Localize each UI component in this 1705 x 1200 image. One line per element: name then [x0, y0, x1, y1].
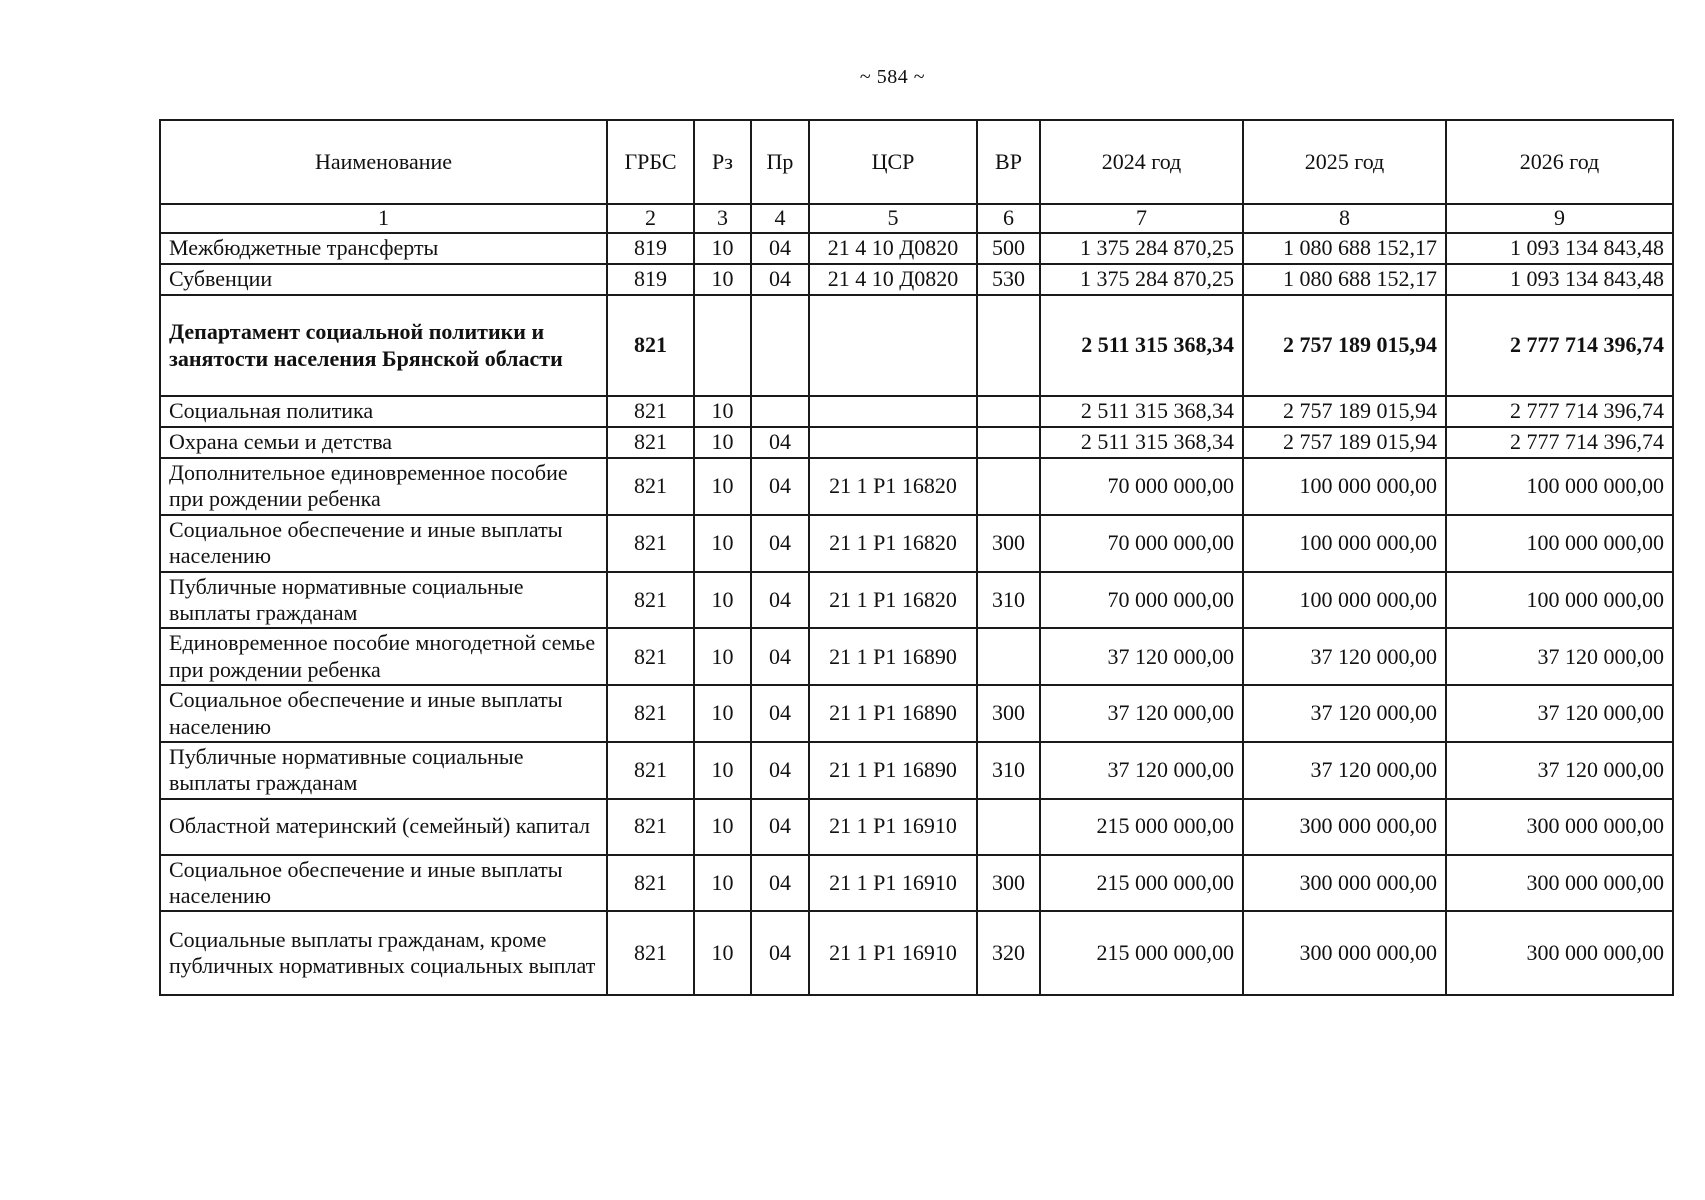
cell-name: Публичные нормативные социальные выплаты гражданам: [160, 572, 607, 629]
table-row: [160, 742, 1673, 799]
cell-name: Социальные выплаты гражданам, кроме публичных нормативных социальных выплат: [160, 911, 607, 995]
cell-2024: 70 000 000,00: [1040, 572, 1243, 629]
cell-vr: [977, 458, 1040, 515]
cell-csr: 21 1 P1 16890: [809, 628, 977, 685]
cell-name: Социальная политика: [160, 396, 607, 427]
cell-vr: 530: [977, 264, 1040, 295]
cell-2025: 1 080 688 152,17: [1243, 264, 1446, 295]
column-number: 8: [1243, 204, 1446, 233]
cell-pr: 04: [751, 458, 809, 515]
cell-name: Социальное обеспечение и иные выплаты населению: [160, 515, 607, 572]
cell-vr: [977, 628, 1040, 685]
cell-grbs: 821: [607, 628, 694, 685]
table-row: [160, 855, 1673, 912]
header-vr: ВР: [977, 120, 1040, 204]
cell-2024: 37 120 000,00: [1040, 742, 1243, 799]
cell-2026: 2 777 714 396,74: [1446, 396, 1673, 427]
header-name: Наименование: [160, 120, 607, 204]
table-row: [160, 685, 1673, 742]
cell-pr: 04: [751, 264, 809, 295]
cell-name: Публичные нормативные социальные выплаты гражданам: [160, 742, 607, 799]
cell-2025: 2 757 189 015,94: [1243, 396, 1446, 427]
cell-pr: 04: [751, 628, 809, 685]
table-row: [160, 911, 1673, 995]
cell-rz: 10: [694, 685, 751, 742]
cell-grbs: 821: [607, 572, 694, 629]
cell-vr: [977, 396, 1040, 427]
cell-csr: 21 1 P1 16890: [809, 685, 977, 742]
cell-name: Социальное обеспечение и иные выплаты населению: [160, 685, 607, 742]
cell-2025: 37 120 000,00: [1243, 685, 1446, 742]
cell-csr: 21 1 P1 16910: [809, 911, 977, 995]
cell-2024: 2 511 315 368,34: [1040, 427, 1243, 458]
column-number: 9: [1446, 204, 1673, 233]
cell-2025: 37 120 000,00: [1243, 628, 1446, 685]
cell-2026: 2 777 714 396,74: [1446, 427, 1673, 458]
cell-2026: 100 000 000,00: [1446, 458, 1673, 515]
cell-grbs: 821: [607, 427, 694, 458]
table-row: [160, 799, 1673, 855]
cell-rz: 10: [694, 628, 751, 685]
cell-csr: 21 1 P1 16910: [809, 855, 977, 912]
header-2025: 2025 год: [1243, 120, 1446, 204]
cell-pr: 04: [751, 233, 809, 264]
cell-2024: 2 511 315 368,34: [1040, 396, 1243, 427]
cell-grbs: 821: [607, 685, 694, 742]
cell-pr: [751, 396, 809, 427]
cell-name: Дополнительное единовременное пособие при рождении ребенка: [160, 458, 607, 515]
cell-name: Охрана семьи и детства: [160, 427, 607, 458]
table-row: [160, 233, 1673, 264]
cell-rz: 10: [694, 233, 751, 264]
cell-name: Департамент социальной политики и занятости населения Брянской области: [160, 295, 607, 396]
cell-2025: 300 000 000,00: [1243, 855, 1446, 912]
cell-2024: 215 000 000,00: [1040, 855, 1243, 912]
cell-rz: 10: [694, 911, 751, 995]
cell-2026: 37 120 000,00: [1446, 742, 1673, 799]
cell-2024: 70 000 000,00: [1040, 515, 1243, 572]
cell-vr: 300: [977, 515, 1040, 572]
cell-2026: 100 000 000,00: [1446, 572, 1673, 629]
header-grbs: ГРБС: [607, 120, 694, 204]
cell-grbs: 819: [607, 233, 694, 264]
cell-2025: 37 120 000,00: [1243, 742, 1446, 799]
cell-rz: 10: [694, 855, 751, 912]
cell-2025: 100 000 000,00: [1243, 572, 1446, 629]
cell-vr: 300: [977, 685, 1040, 742]
cell-2026: 100 000 000,00: [1446, 515, 1673, 572]
cell-vr: 300: [977, 855, 1040, 912]
cell-name: Социальное обеспечение и иные выплаты населению: [160, 855, 607, 912]
cell-2025: 1 080 688 152,17: [1243, 233, 1446, 264]
table-row: [160, 458, 1673, 515]
cell-rz: 10: [694, 458, 751, 515]
cell-grbs: 819: [607, 264, 694, 295]
table-row: [160, 295, 1673, 396]
cell-pr: 04: [751, 742, 809, 799]
cell-2025: 100 000 000,00: [1243, 515, 1446, 572]
cell-csr: 21 1 P1 16910: [809, 799, 977, 855]
column-number: 3: [694, 204, 751, 233]
cell-2026: 37 120 000,00: [1446, 628, 1673, 685]
cell-pr: 04: [751, 427, 809, 458]
cell-2024: 1 375 284 870,25: [1040, 233, 1243, 264]
cell-grbs: 821: [607, 396, 694, 427]
cell-rz: 10: [694, 572, 751, 629]
cell-grbs: 821: [607, 911, 694, 995]
cell-pr: 04: [751, 515, 809, 572]
cell-2025: 300 000 000,00: [1243, 799, 1446, 855]
cell-grbs: 821: [607, 458, 694, 515]
cell-2026: 300 000 000,00: [1446, 799, 1673, 855]
cell-2024: 37 120 000,00: [1040, 628, 1243, 685]
cell-vr: [977, 427, 1040, 458]
cell-2026: 1 093 134 843,48: [1446, 233, 1673, 264]
cell-csr: 21 4 10 Д0820: [809, 233, 977, 264]
cell-name: Субвенции: [160, 264, 607, 295]
cell-2025: 100 000 000,00: [1243, 458, 1446, 515]
cell-csr: [809, 427, 977, 458]
cell-2026: 37 120 000,00: [1446, 685, 1673, 742]
cell-grbs: 821: [607, 855, 694, 912]
header-rz: Рз: [694, 120, 751, 204]
cell-csr: 21 1 P1 16890: [809, 742, 977, 799]
cell-vr: 310: [977, 572, 1040, 629]
header-2026: 2026 год: [1446, 120, 1673, 204]
cell-vr: 310: [977, 742, 1040, 799]
column-number: 2: [607, 204, 694, 233]
budget-table: [159, 119, 1674, 996]
cell-grbs: 821: [607, 295, 694, 396]
cell-rz: [694, 295, 751, 396]
column-number: 6: [977, 204, 1040, 233]
cell-rz: 10: [694, 515, 751, 572]
cell-2024: 70 000 000,00: [1040, 458, 1243, 515]
cell-2026: 300 000 000,00: [1446, 911, 1673, 995]
cell-csr: [809, 396, 977, 427]
cell-vr: [977, 295, 1040, 396]
cell-vr: 500: [977, 233, 1040, 264]
cell-2026: 2 777 714 396,74: [1446, 295, 1673, 396]
cell-csr: 21 1 P1 16820: [809, 458, 977, 515]
cell-csr: [809, 295, 977, 396]
cell-rz: 10: [694, 264, 751, 295]
cell-2024: 2 511 315 368,34: [1040, 295, 1243, 396]
header-pr: Пр: [751, 120, 809, 204]
table-row: [160, 572, 1673, 629]
cell-name: Межбюджетные трансферты: [160, 233, 607, 264]
cell-2026: 300 000 000,00: [1446, 855, 1673, 912]
cell-vr: [977, 799, 1040, 855]
cell-rz: 10: [694, 799, 751, 855]
cell-2024: 215 000 000,00: [1040, 799, 1243, 855]
table-row: [160, 628, 1673, 685]
cell-rz: 10: [694, 396, 751, 427]
page-number: ~ 584 ~: [859, 66, 926, 88]
cell-pr: 04: [751, 685, 809, 742]
header-csr: ЦСР: [809, 120, 977, 204]
column-number: 5: [809, 204, 977, 233]
cell-2024: 215 000 000,00: [1040, 911, 1243, 995]
table-row: [160, 396, 1673, 427]
column-number: 1: [160, 204, 607, 233]
cell-2025: 2 757 189 015,94: [1243, 295, 1446, 396]
cell-grbs: 821: [607, 742, 694, 799]
table-row: [160, 427, 1673, 458]
column-number-row: [160, 204, 1673, 233]
cell-csr: 21 1 P1 16820: [809, 572, 977, 629]
cell-rz: 10: [694, 742, 751, 799]
cell-2024: 1 375 284 870,25: [1040, 264, 1243, 295]
cell-name: Единовременное пособие многодетной семье при рождении ребенка: [160, 628, 607, 685]
cell-name: Областной материнский (семейный) капитал: [160, 799, 607, 855]
cell-2025: 300 000 000,00: [1243, 911, 1446, 995]
cell-csr: 21 4 10 Д0820: [809, 264, 977, 295]
cell-grbs: 821: [607, 515, 694, 572]
column-number: 7: [1040, 204, 1243, 233]
cell-csr: 21 1 P1 16820: [809, 515, 977, 572]
header-row: [160, 120, 1673, 204]
cell-pr: 04: [751, 572, 809, 629]
cell-pr: 04: [751, 855, 809, 912]
cell-vr: 320: [977, 911, 1040, 995]
cell-rz: 10: [694, 427, 751, 458]
cell-2026: 1 093 134 843,48: [1446, 264, 1673, 295]
header-2024: 2024 год: [1040, 120, 1243, 204]
cell-grbs: 821: [607, 799, 694, 855]
table-row: [160, 515, 1673, 572]
cell-pr: [751, 295, 809, 396]
cell-pr: 04: [751, 911, 809, 995]
cell-2024: 37 120 000,00: [1040, 685, 1243, 742]
table-row: [160, 264, 1673, 295]
cell-2025: 2 757 189 015,94: [1243, 427, 1446, 458]
column-number: 4: [751, 204, 809, 233]
cell-pr: 04: [751, 799, 809, 855]
